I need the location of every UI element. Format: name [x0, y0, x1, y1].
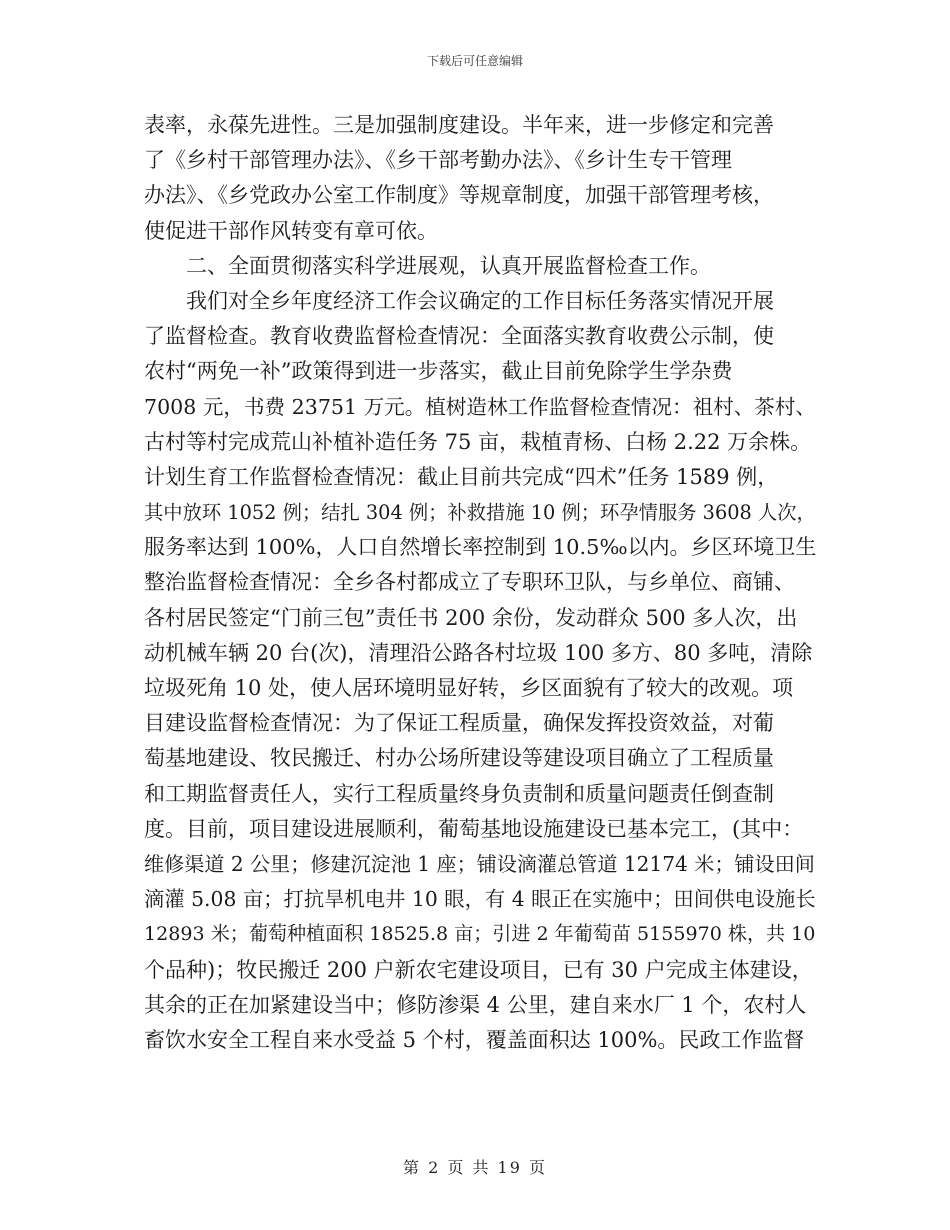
text-line: 度。目前，项目建设进展顺利，葡萄基地设施建设已基本完工，(其中： [144, 816, 804, 841]
text-line: 畜饮水安全工程自来水受益 5 个村，覆盖面积达 100%。民政工作监督 [144, 1027, 805, 1052]
text-line: 7008 元，书费 23751 万元。植树造林工作监督检查情况：祖村、茶村、 [144, 394, 816, 419]
text-line: 使促进干部作风转变有章可依。 [144, 218, 438, 243]
text-line: 古村等村完成荒山补植补造任务 75 亩，栽植青杨、白杨 2.22 万余株。 [144, 429, 812, 454]
text-line: 萄基地建设、牧民搬迁、村办公场所建设等建设项目确立了工程质量 [144, 746, 774, 771]
text-line: 其中放环 1052 例；结扎 304 例；补救措施 10 例；环孕情服务 3608 人次， [144, 501, 816, 525]
text-line: 其余的正在加紧建设当中；修防渗渠 4 公里，建自来水厂 1 个，农村人 [144, 992, 807, 1017]
text-line: 目建设监督检查情况：为了保证工程质量，确保发挥投资效益，对葡 [144, 711, 774, 736]
text-line: 办法》、《乡党政办公室工作制度》等规章制度，加强干部管理考核， [144, 183, 774, 208]
text-line: 动机械车辆 20 台(次)，清理沿公路各村垃圾 100 多方、80 多吨，清除 [144, 640, 813, 665]
text-line: 个品种)；牧民搬迁 200 户新农宅建设项目，已有 30 户完成主体建设， [144, 957, 813, 982]
text-line: 计划生育工作监督检查情况：截止目前共完成“四术”任务 1589 例， [144, 464, 779, 489]
text-line: 了监督检查。教育收费监督检查情况：全面落实教育收费公示制，使 [144, 324, 774, 349]
text-line: 维修渠道 2 公里；修建沉淀池 1 座；铺设滴灌总管道 12174 米；铺设田间 [144, 851, 815, 876]
page-header: 下载后可任意编辑 [426, 54, 523, 68]
text-line: 农村“两免一补”政策得到进一步落实，截止目前免除学生学杂费 [144, 359, 733, 384]
text-line: 了《乡村干部管理办法》、《乡干部考勤办法》、《乡计生专干管理 [144, 148, 732, 173]
text-line: 滴灌 5.08 亩；打抗旱机电井 10 眼，有 4 眼正在实施中；田间供电设施长 [144, 887, 816, 912]
document-body [144, 108, 816, 1058]
text-line: 12893 米；葡萄种植面积 18525.8 亩；引进 2 年葡萄苗 5155970 株，共 10 [144, 923, 816, 946]
text-line: 我们对全乡年度经济工作会议确定的工作目标任务落实情况开展 [186, 288, 774, 313]
text-line: 服务率达到 100%，人口自然增长率控制到 10.5‰以内。乡区环境卫生 [144, 535, 817, 560]
text-line: 垃圾死角 10 处，使人居环境明显好转，乡区面貌有了较大的改观。项 [144, 676, 794, 700]
text-line: 整治监督检查情况：全乡各村都成立了专职环卫队，与乡单位、商铺、 [144, 570, 795, 595]
text-line: 表率，永葆先进性。三是加强制度建设。半年来，进一步修定和完善 [144, 113, 774, 137]
section-heading: 二、全面贯彻落实科学进展观，认真开展监督检查工作。 [186, 253, 711, 278]
page-footer: 第 2 页 共 19 页 [403, 1158, 547, 1177]
text-line: 和工期监督责任人，实行工程质量终身负责制和质量问题责任倒查制 [144, 781, 774, 806]
text-line: 各村居民签定“门前三包”责任书 200 余份，发动群众 500 多人次，出 [144, 605, 798, 630]
